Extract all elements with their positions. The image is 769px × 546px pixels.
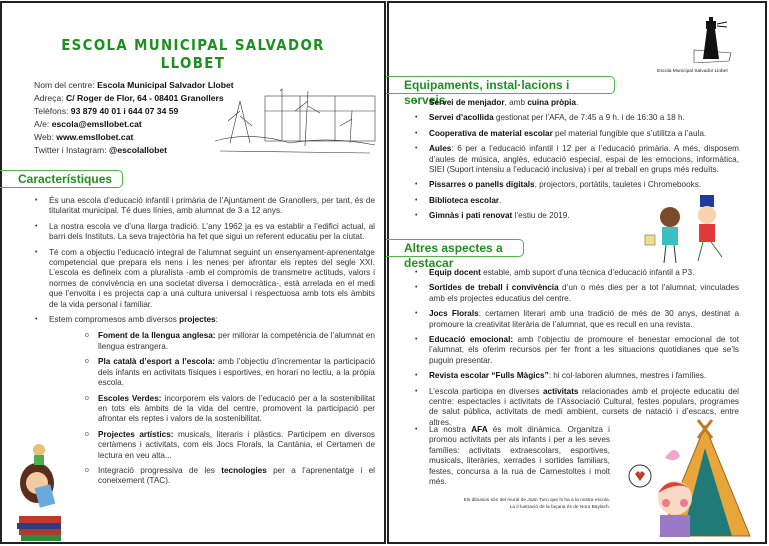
reading-girl-illustration: [7, 428, 72, 543]
contact-info: [34, 79, 234, 157]
info-line: [34, 118, 234, 131]
list-item: [35, 222, 375, 243]
text: Integració progressiva de les: [98, 465, 222, 475]
list-item: [415, 425, 610, 487]
rich-text: [98, 430, 375, 460]
rich-text: [429, 425, 610, 486]
lighthouse-logo: [689, 15, 734, 63]
teepee-child-illustration: [620, 418, 760, 540]
bold-text: projectes: [179, 315, 216, 325]
bold-text: escola@emsllobet.cat: [51, 119, 142, 129]
list-item: [85, 466, 375, 487]
text: estable, amb suport d’una tècnica d’educació infantil a P3.: [480, 268, 695, 277]
bold-text: Servei de menjador: [429, 98, 505, 107]
text: :: [215, 315, 218, 325]
list-item: [415, 98, 739, 108]
text: .: [499, 195, 502, 205]
rich-text: [429, 144, 739, 174]
list-item: [85, 430, 375, 461]
bold-text: Educació emocional:: [429, 335, 514, 345]
bold-text: @escolallobet: [108, 145, 168, 155]
list-item: [415, 129, 739, 139]
school-facade-illustration: [210, 81, 378, 159]
logo-text: Escola Municipal Salvador Llobet: [657, 69, 728, 74]
info-line: [34, 105, 234, 118]
bold-text: tecnologies: [221, 465, 267, 475]
info-line: [34, 131, 234, 144]
rich-text: [49, 196, 375, 215]
list-item: [85, 357, 375, 388]
bold-text: Aules: [429, 144, 452, 154]
text: .: [576, 98, 579, 107]
text: pel material fungible que s’utilitza a l’aula.: [552, 128, 707, 138]
bold-text: www.emsllobet.cat: [56, 132, 134, 142]
rich-text: [429, 283, 739, 302]
section-heading-altres-aspectes: Altres aspectes a destacar: [386, 239, 524, 257]
children-illustration: [640, 195, 760, 265]
text: L’escola participa en diverses: [429, 386, 543, 396]
text: : certamen literari amb una tradició de més de 30 anys, destinat a promoure la creativitat literària de l’alumnat, que es recull en una revista.: [429, 309, 739, 329]
list-item: [415, 309, 739, 330]
text: Twitter i Instagram:: [34, 145, 109, 155]
bold-text: Equip docent: [429, 268, 481, 277]
afa-list: [415, 425, 610, 492]
rich-text: [98, 331, 375, 350]
list-item: [85, 394, 375, 425]
illustration-credits: [400, 497, 610, 511]
bold-text: Revista escolar “Fulls Màgics”: [429, 371, 549, 381]
text: La nostra: [429, 425, 472, 434]
bold-text: Jocs Florals: [429, 309, 479, 319]
rich-text: [429, 129, 706, 138]
text: d’un o més dies per a tot l’alumnat, vinculades amb els projectes educatius del centre.: [429, 283, 739, 303]
text: , amb: [504, 98, 528, 107]
rich-text: [429, 309, 739, 328]
text: A/e:: [34, 119, 52, 129]
rich-text: [98, 394, 375, 424]
list-item: [85, 331, 375, 352]
rich-text: [98, 357, 375, 387]
text: És una escola d’educació infantil i primària de l’Ajuntament de Granollers, per tant, és de titularitat municipal. Té dues línies, amb alumnat de 3 a 12 anys.: [49, 196, 375, 216]
text: és molt dinàmica. Organitza i promou activitats per als infants i per a les seves famílies: activitats extraescolars, esportives, musicals, literàries, xerrades i sortides familiars, festes, concursa a la rua de Carnestoltes i molt més.: [429, 425, 610, 487]
text: per a l’aprenentatge i el coneixement (TAC).: [98, 465, 375, 486]
bold-text: Pissarres o panells digitals: [429, 180, 535, 190]
bold-text: Gimnàs i pati renovat: [429, 211, 513, 221]
aspects-list: [415, 268, 739, 433]
info-line: [34, 79, 234, 92]
rich-text: [49, 248, 375, 309]
text: amb l’objectiu de promoure el benestar emocional de tot l’alumnat, els oferim recursos per fer front a les situacions quotidianes que se’ls puguin presentar.: [429, 335, 739, 365]
text: Nom del centre:: [34, 80, 98, 90]
bold-text: Escola Municipal Salvador Llobet: [97, 80, 234, 90]
text: , projectors, portàtils, tauletes i Chromebooks.: [534, 180, 702, 190]
text: Té com a objectiu l’educació integral de l’alumnat seguint un ensenyament-aprenentatge competencial que prepara els nens i les nenes per afrontar els reptes del segle XXI. L’escola es defineix com a pluralista -amb el compromís de transmetre actituds, valors i normes de convivència en una societat diversa i democràtica-, està arrelada en el medi que l’envolta i es projecta cap a una cultura universal i respectuosa amb tots els àmbits de la vida personal i familiar.: [49, 247, 375, 309]
rich-text: [429, 268, 694, 277]
list-item: [415, 283, 739, 304]
bold-text: cuina pròpia: [527, 98, 576, 107]
bold-text: Sortides de treball i convivència: [429, 283, 559, 293]
text: musicals, literaris i plàstics. Participem en diversos certàmens i activitats, com els Jocs Florals, la Cantània, el Certamen de lectura en veu alta...: [98, 429, 375, 460]
list-item: [35, 196, 375, 217]
list-item: [415, 144, 739, 175]
rich-text: [429, 113, 685, 122]
bold-text: Pla català d’esport a l’escola:: [98, 357, 215, 367]
text: gestionat per l’AFA, de 7:45 a 9 h. i de 16:30 a 18 h.: [493, 113, 685, 123]
projects-list: [49, 331, 375, 486]
text: Adreça:: [34, 93, 67, 103]
rich-text: [429, 371, 706, 380]
bold-text: Biblioteca escolar: [429, 195, 500, 205]
bold-text: Foment de la llengua anglesa:: [98, 331, 216, 341]
section-heading-caracteristiques: Característiques: [0, 170, 123, 188]
list-item: [415, 180, 739, 190]
text: per millorar la competència de l’alumnat en llengua estrangera.: [98, 331, 375, 351]
characteristics-list: [35, 196, 375, 492]
bold-text: C/ Roger de Flor, 64 - 08401 Granollers: [66, 93, 224, 103]
rich-text: [429, 196, 501, 205]
bold-text: Escoles Verdes:: [98, 393, 162, 403]
text: Estem compromesos amb diversos: [49, 315, 180, 325]
text: Web:: [34, 132, 57, 142]
school-title: ESCOLA MUNICIPAL SALVADOR LLOBET: [61, 36, 325, 72]
list-item: [415, 113, 739, 123]
text: La nostra escola ve d’una llarga tradició. L’any 1962 ja es va establir a l’edifici actual, al barri dels Instituts. La seva trajectòria ha fet que sigui un referent educatiu per la ciutat.: [49, 221, 375, 242]
info-line: [34, 92, 234, 105]
bold-text: Cooperativa de material escolar: [429, 128, 553, 138]
list-item: [415, 371, 739, 381]
text: l’estiu de 2019.: [512, 211, 570, 221]
bold-text: 93 879 40 01 i 644 07 34 59: [70, 106, 179, 116]
list-item: [415, 268, 739, 278]
bold-text: Servei d’acollida: [429, 113, 494, 123]
list-item: [35, 315, 375, 487]
rich-text: [49, 222, 375, 241]
text: relacionades amb el projecte educatiu del centre: espectacles i activitats de l’Associació Cultural, festes populars, programes de salut pública, activitats de medi ambient, cursets de natació i d’escacs, entre altres.: [429, 386, 739, 427]
rich-text: [98, 466, 375, 485]
text: : 6 per a l’educació infantil i 12 per a l’educació primària. A més, disposem d’aules de música, anglès, educació especial, espai de les emocions, informàtica, SIEI (Suport intensiu a l’educació inclusiva) i per al treball en grups més reduïts.: [429, 144, 739, 175]
bold-text: AFA: [471, 425, 488, 434]
text: Telèfons:: [34, 106, 71, 116]
text: incorporem els valors de l’educació per a la sostenibilitat en tots els àmbits de la vida del centre, promovent la participació per afrontar els reptes i valors de la sostenibilitat.: [98, 393, 375, 424]
rich-text: [429, 98, 578, 107]
list-item: [415, 335, 739, 366]
rich-text: [429, 211, 570, 220]
text: : hi col·laboren alumnes, mestres i famílies.: [548, 371, 707, 381]
rich-text: [49, 315, 218, 324]
rich-text: [429, 335, 739, 365]
text: amb l’objectiu d’incrementar la participació dels infants en activitats físiques i esportives, en horari no lectiu, a la pròpia escola.: [98, 357, 376, 388]
credit-line: Els dibuixos són del mural de Joan Turu que hi ha a la nostra escola.: [463, 498, 610, 503]
list-item: [35, 248, 375, 310]
bold-text: activitats: [542, 386, 579, 396]
left-page: [0, 1, 386, 544]
rich-text: [429, 180, 701, 189]
section-heading-equipaments: Equipaments, instal·lacions i serveis: [386, 76, 615, 94]
credit-line: La il·lustració de la façana és de Nora Baylach.: [509, 505, 610, 510]
info-line: [34, 144, 234, 157]
bold-text: Projectes artístics:: [98, 429, 174, 439]
